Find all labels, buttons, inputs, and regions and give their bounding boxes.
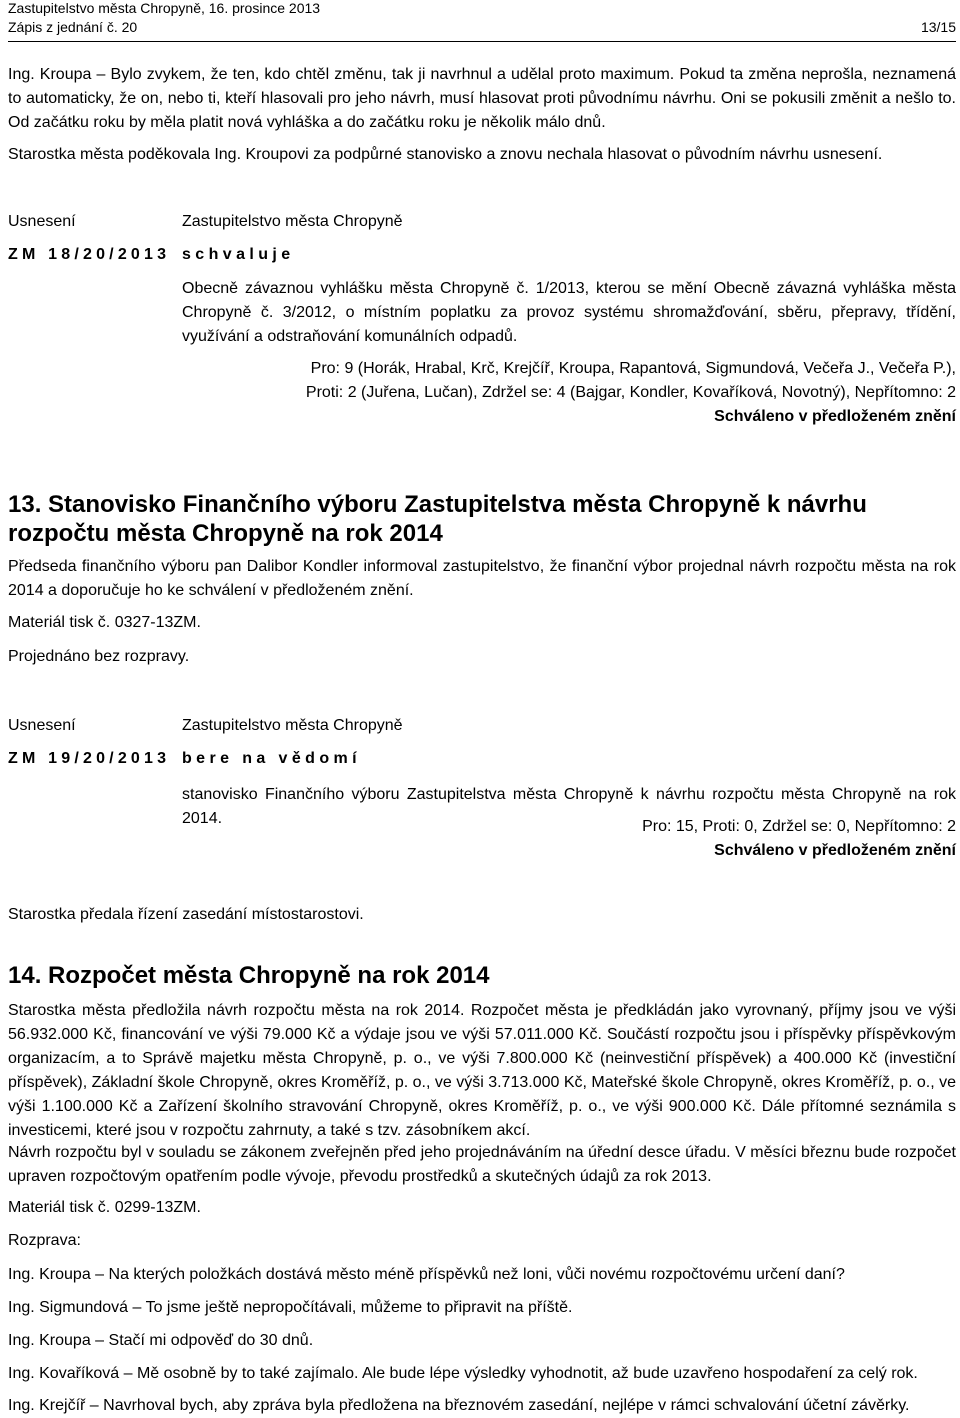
vote-summary: Pro: 15, Proti: 0, Zdržel se: 0, Nepřítomno: 2 xyxy=(642,818,956,835)
resolution-verb: schvaluje xyxy=(182,246,295,263)
approved-status: Schváleno v předloženém znění xyxy=(714,842,956,859)
resolution-text: stanovisko Finančního výboru Zastupitelstva města Chropyně k návrhu rozpočtu města Chropyně na rok 2014. xyxy=(182,786,956,827)
section-14-paragraph-1: Starostka města předložila návrh rozpočtu města na rok 2014. Rozpočet města je předkládán jako vyrovnaný, příjmy jsou ve výši 56.932.000 Kč, financování ve výši 79.000 Kč a výdaje jsou ve výši 57.011.000 Kč. Součástí rozpočtu jsou i příspěvky příspěvkovým organizacím, a to Správě majetku města Chropyně, p. o., ve výši 7.800.000 Kč (neinvestiční příspěvek) a 400.000 Kč (investiční příspěvek), Základní škole Chropyně, okres Kroměříž, p. o., ve výši 3.713.000 Kč, Mateřské škole Chropyně, okres Kroměříž, p. o., ve výši 1.100.000 Kč a Zařízení školního stravování Chropyně, okres Kroměříž, p. o., ve výši 900.000 Kč. Dále přítomné seznámila s investicemi, které jsou v rozpočtu zahrnuty, a také s tzv. zásobníkem akcí. xyxy=(8,1002,956,1139)
section-13-heading: 13. Stanovisko Finančního výboru Zastupitelstva města Chropyně k návrhu rozpočtu města Chropyně na rok 2014 xyxy=(8,491,867,547)
discussion-item: Ing. Kovaříková – Mě osobně by to také zajímalo. Ale bude lépe výsledky vyhodnotit, až bude uzavřeno hospodaření za celý rok. xyxy=(8,1365,918,1382)
resolution-votes xyxy=(642,815,956,863)
header-title: Zastupitelstvo města Chropyně, 16. prosince 2013 xyxy=(8,0,321,16)
intro-paragraph-1: Ing. Kroupa – Bylo zvykem, že ten, kdo chtěl změnu, tak ji navrhnul a udělal proto maximum. Pokud ta změna neprošla, neznamená to automaticky, že on, nebo ti, kteří hlasovali pro jeho návrh, musí hlasovat proti původnímu návrhu. Oni se pokusili změnit a nešlo to. Od začátku roku by měla platit nová vyhláška a do začátku roku je několik málo dnů. xyxy=(8,66,956,131)
section-13-discussion-note: Projednáno bez rozpravy. xyxy=(8,648,190,665)
page-number: 13/15 xyxy=(920,19,956,35)
section-14-heading: 14. Rozpočet města Chropyně na rok 2014 xyxy=(8,962,490,989)
resolution-verb: bere na vědomí xyxy=(182,750,361,767)
handover-note: Starostka předala řízení zasedání místostarostovi. xyxy=(8,906,364,923)
section-14-discussion-label: Rozprava: xyxy=(8,1232,81,1249)
section-14-material: Materiál tisk č. 0299-13ZM. xyxy=(8,1199,201,1216)
document-page xyxy=(8,0,956,1414)
intro-paragraph-2: Starostka města poděkovala Ing. Kroupovi za podpůrné stanovisko a znovu nechala hlasovat o původním návrhu usnesení. xyxy=(8,146,883,163)
resolution-text: Obecně závaznou vyhlášku města Chropyně č. 1/2013, kterou se mění Obecně závazná vyhláška města Chropyně č. 3/2012, o místním poplatku za provoz systému shromažďování, sběru, přepravy, třídění, využívání a odstraňování komunálních odpadů. xyxy=(182,280,956,345)
header-minutes-number: Zápis z jednání č. 20 xyxy=(8,19,138,35)
resolution-code: ZM 19/20/2013 xyxy=(8,750,171,767)
section-13-paragraph-1: Předseda finančního výboru pan Dalibor Kondler informoval zastupitelstvo, že finanční výbor projednal návrh rozpočtu města na rok 2014 a doporučuje ho ke schválení v předloženém znění. xyxy=(8,558,956,599)
discussion-item: Ing. Sigmundová – To jsme ještě nepropočítávali, můžeme to připravit na příště. xyxy=(8,1299,573,1316)
vote-against: Proti: 2 (Juřena, Lučan), Zdržel se: 4 (Bajgar, Kondler, Kovaříková, Novotný), Nepřítomno: 2 xyxy=(305,384,956,401)
header-rule xyxy=(8,41,956,42)
resolution-votes xyxy=(306,357,956,429)
resolution-code: ZM 18/20/2013 xyxy=(8,246,171,263)
resolution-label: Usnesení xyxy=(8,717,76,734)
resolution-label: Usnesení xyxy=(8,213,76,230)
resolution-body-title: Zastupitelstvo města Chropyně xyxy=(182,213,403,230)
page-header xyxy=(8,0,956,44)
discussion-item: Ing. Krejčíř – Navrhoval bych, aby zpráva byla předložena na březnovém zasedání, nejlépe v rámci schvalování účetní závěrky. xyxy=(8,1397,910,1414)
vote-for: Pro: 9 (Horák, Hrabal, Krč, Krejčíř, Kroupa, Rapantová, Sigmundová, Večeřa J., Večeřa P.), xyxy=(310,360,956,377)
discussion-item: Ing. Kroupa – Na kterých položkách dostává město méně příspěvků než loni, vůči novému rozpočtovému určení daní? xyxy=(8,1266,845,1283)
section-14-paragraph-2: Návrh rozpočtu byl v souladu se zákonem zveřejněn před jeho projednáváním na úřední desce úřadu. V měsíci březnu bude rozpočet upraven rozpočtovým opatřením podle vývoje, převodu prostředků a skutečných údajů za rok 2013. xyxy=(8,1144,956,1185)
resolution-body-title: Zastupitelstvo města Chropyně xyxy=(182,717,403,734)
section-13-material: Materiál tisk č. 0327-13ZM. xyxy=(8,614,201,631)
approved-status: Schváleno v předloženém znění xyxy=(714,408,956,425)
discussion-item: Ing. Kroupa – Stačí mi odpověď do 30 dnů. xyxy=(8,1332,314,1349)
